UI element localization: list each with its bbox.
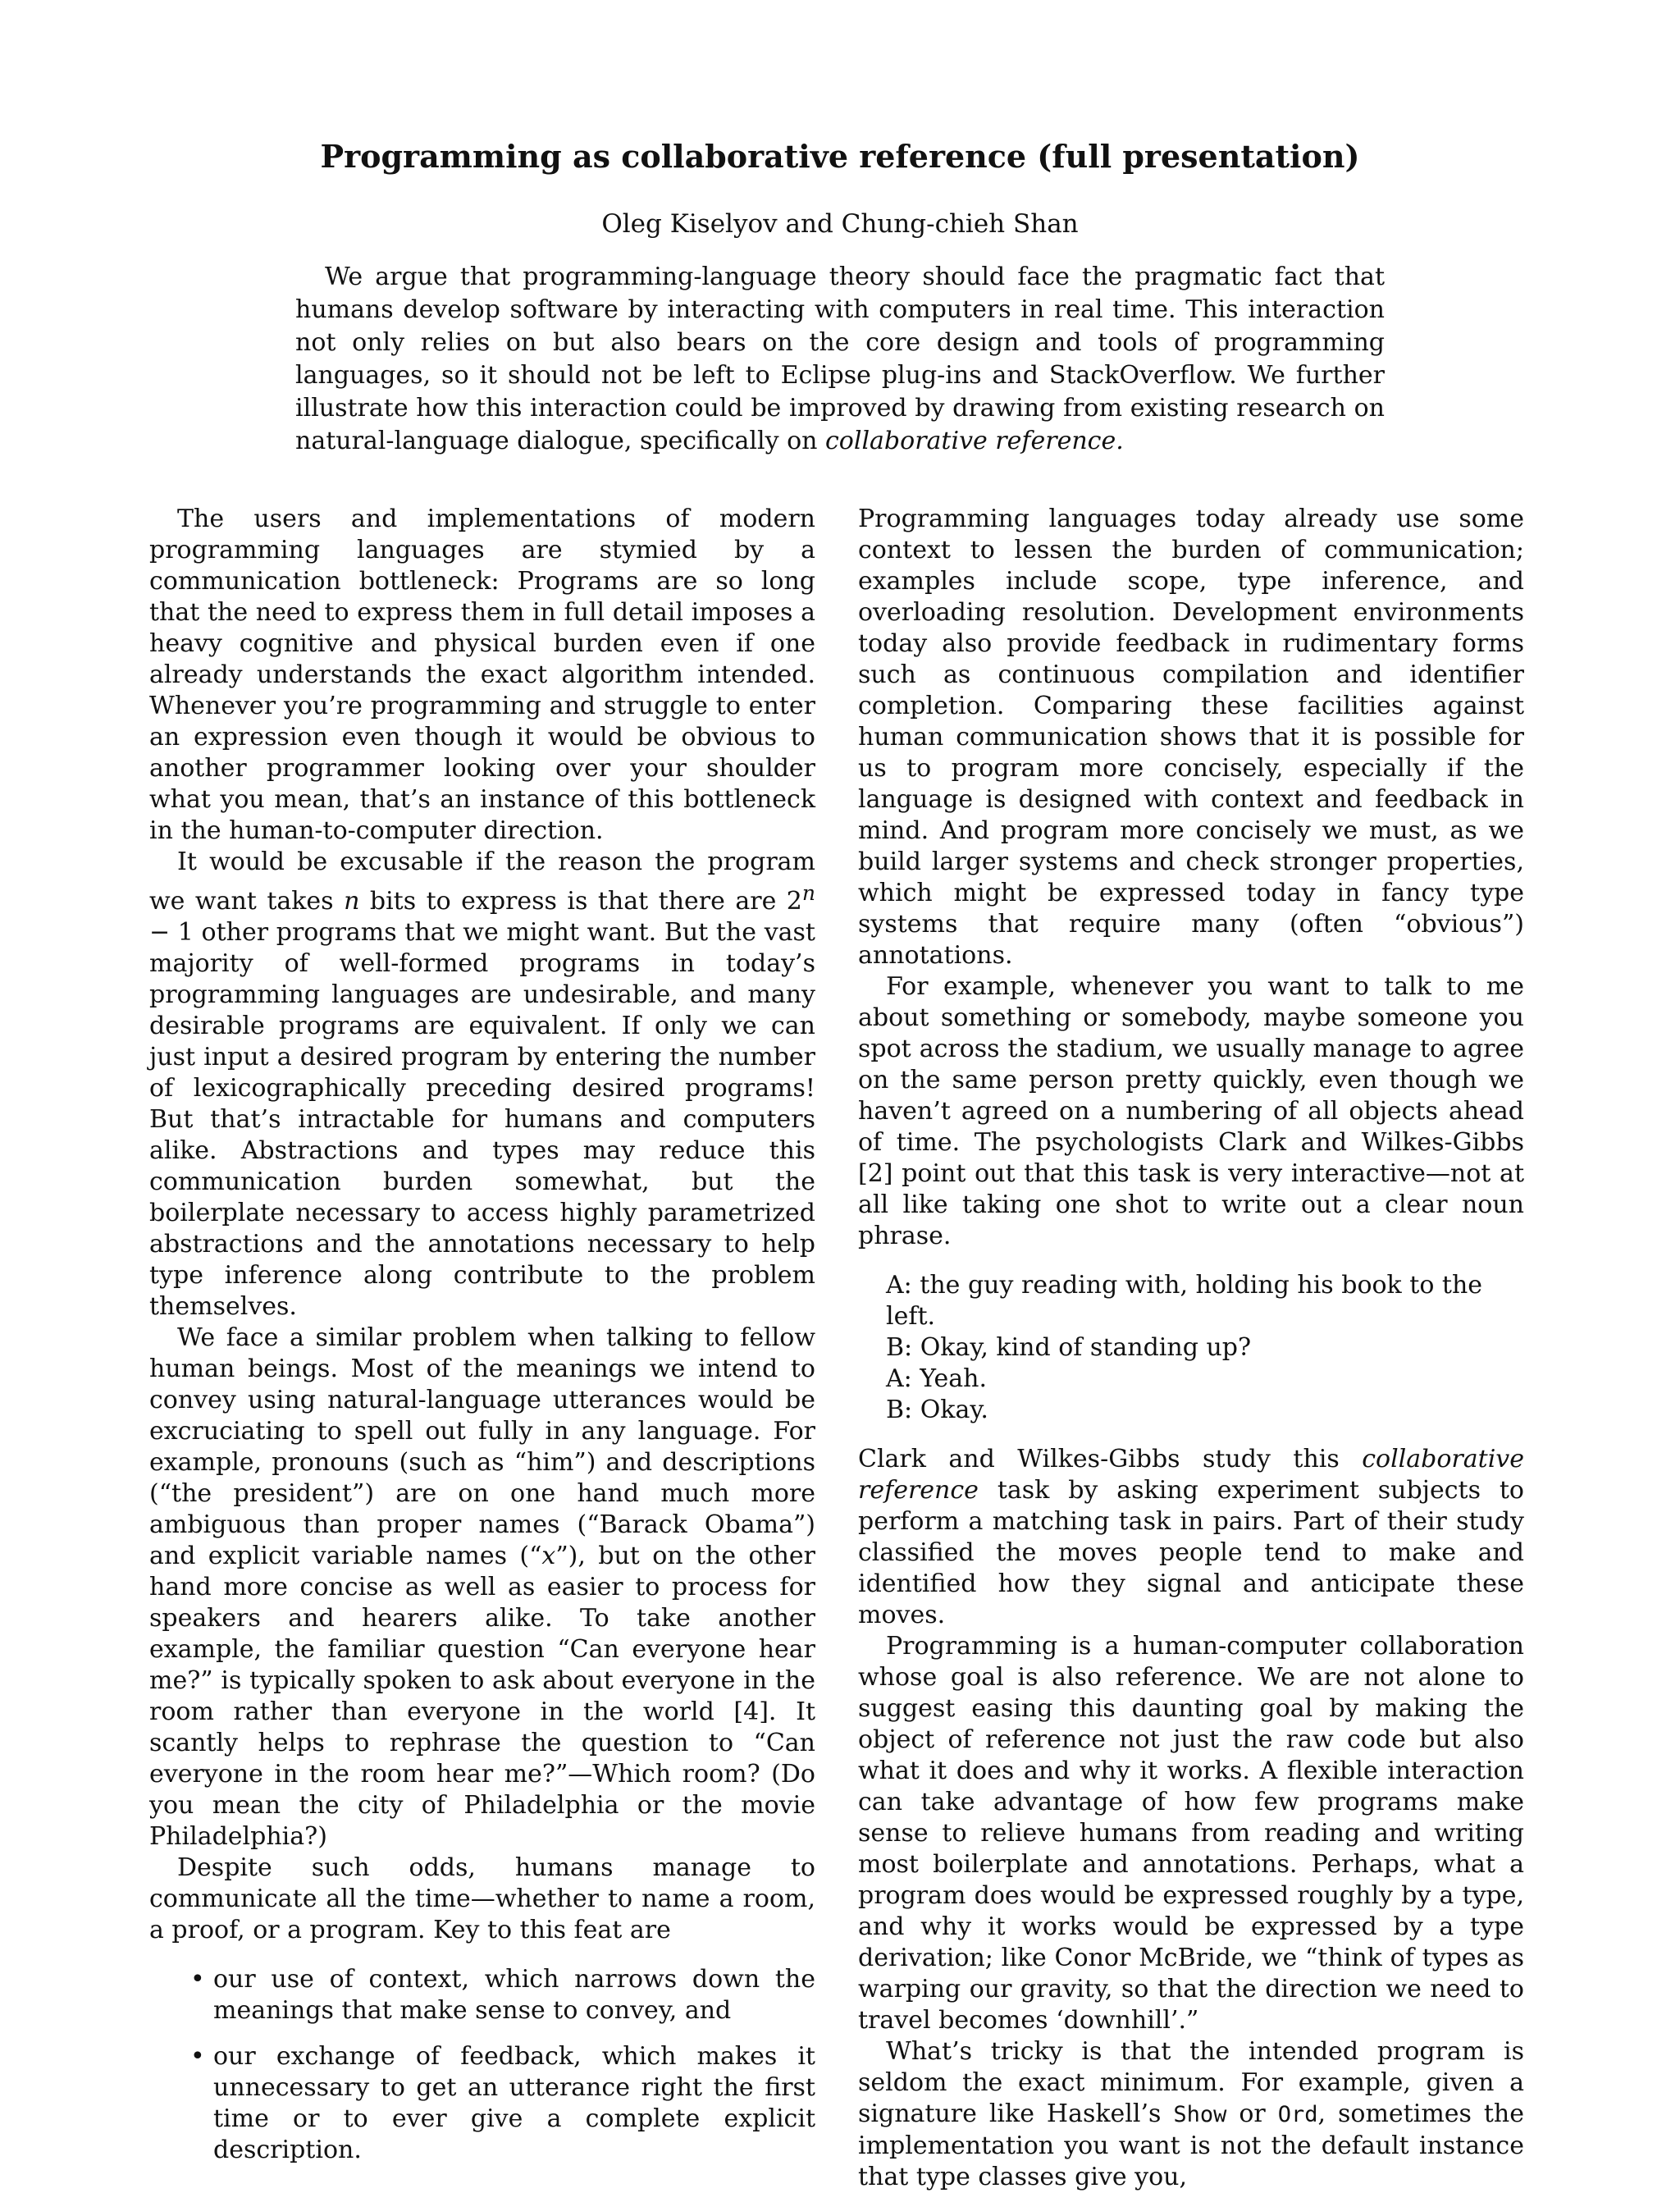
text-span: bits to express is that there are 2: [359, 887, 802, 916]
text-span: We face a similar problem when talking to fellow human beings. Most of the meanings we intend to convey using natural-language utterances would be excruciating to spell out fully in any language. For example, pronouns (such as “him”) and descriptions (“the president”) are on one hand much more ambiguous than proper names (“Barack Obama”) and explicit variable names (“: [149, 1323, 815, 1570]
text-span: It would be excusable if the reason the program we want takes: [149, 848, 815, 916]
paragraph: Programming languages today already use some context to lessen the burden of communication; examples include scope, type inference, and overloading resolution. Development environments today also provide feedback in rudimentary forms such as continuous compilation and identifier completion. Comparing these facilities against human communication shows that it is possible for us to program more concisely, especially if the language is designed with context and feedback in mind. And program more concisely we must, as we build larger systems and check stronger properties, which might be expressed today in fancy type systems that require many (often “obvious”) annotations.: [858, 505, 1524, 970]
dialogue-line: A: Yeah.: [886, 1364, 988, 1393]
math-var: n: [344, 887, 360, 916]
dialogue-example: [858, 1270, 1524, 1426]
paper-authors: Oleg Kiselyov and Chung-chieh Shan: [601, 209, 1079, 239]
right-column: [858, 504, 1524, 2193]
paragraph: For example, whenever you want to talk to me about something or somebody, maybe someone you spot across the stadium, we usually manage to agree on the same person pretty quickly, even though we haven’t agreed on a numbering of all objects ahead of time. The psychologists Clark and Wilkes-Gibbs [2] point out that this task is very interactive—not at all like taking one shot to write out a clear noun phrase.: [858, 972, 1524, 1250]
math-superscript: n: [801, 881, 815, 905]
paragraph: [149, 847, 815, 1323]
code-ord: Ord: [1277, 2102, 1318, 2127]
text-span: , sometimes the implementation you want is not the default instance that type classes give you,: [858, 2099, 1524, 2191]
abstract-emphasis: collaborative reference.: [824, 427, 1124, 455]
paragraph: [858, 1444, 1524, 1631]
text-span: − 1 other programs that we might want. But the vast majority of well-formed programs in today’s programming languages are undesirable, and many desirable programs are equivalent. If only we can just input a desired program by entering the number of lexicographically preceding desired programs! But that’s intractable for humans and computers alike. Abstractions and types may reduce this communication burden somewhat, but the boilerplate necessary to access highly parametrized abstractions and the annotations necessary to help type inference along contribute to the problem themselves.: [149, 918, 815, 1321]
paragraph: The users and implementations of modern programming languages are stymied by a communication bottleneck: Programs are so long that the need to express them in full detail imposes a heavy cognitive and physical burden even if one already understands the exact algorithm intended. Whenever you’re programming and struggle to enter an expression even though it would be obvious to another programmer looking over your shoulder what you mean, that’s an instance of this bottleneck in the human-to-computer direction.: [149, 505, 815, 845]
emphasis: collaborative reference: [858, 1445, 1524, 1505]
bullet-icon: •: [190, 1965, 205, 1994]
bullet-icon: •: [190, 2042, 205, 2071]
list-item: [149, 2041, 815, 2166]
list-item-text: our use of context, which narrows down the meanings that make sense to convey, and: [213, 1965, 815, 2025]
paragraph: Despite such odds, humans manage to communicate all the time—whether to name a room, a proof, or a program. Key to this feat are: [149, 1853, 815, 1944]
text-span: What’s tricky is that the intended program is seldom the exact minimum. For example, given a signature like Haskell’s: [858, 2037, 1524, 2128]
math-var: x: [541, 1542, 556, 1570]
text-span: task by asking experiment subjects to perform a matching task in pairs. Part of their study classified the moves people tend to make and identified how they signal and anticipate these moves.: [858, 1476, 1524, 1629]
code-show: Show: [1173, 2102, 1227, 2127]
list-item: [149, 1964, 815, 2026]
bullet-list: [149, 1964, 815, 2166]
paragraph: [858, 2036, 1524, 2193]
dialogue-line: B: Okay.: [886, 1396, 988, 1424]
list-item-text: our exchange of feedback, which makes it unnecessary to get an utterance right the first time or to ever give a complete explicit description.: [213, 2042, 815, 2164]
left-column: [149, 504, 815, 2181]
abstract: [295, 261, 1385, 458]
dialogue-line: A: the guy reading with, holding his book to the left.: [886, 1271, 1483, 1331]
abstract-text: We argue that programming-language theory should face the pragmatic fact that humans develop software by interacting with computers in real time. This interaction not only relies on but also bears on the core design and tools of programming languages, so it should not be left to Eclipse plug-ins and StackOverflow. We further illustrate how this interaction could be improved by drawing from existing research on natural-language dialogue, specifically on: [295, 263, 1385, 455]
text-span: Clark and Wilkes-Gibbs study this: [858, 1445, 1363, 1473]
paragraph: [149, 1323, 815, 1853]
paper-title: Programming as collaborative reference (full presentation): [320, 138, 1360, 175]
dialogue-line: B: Okay, kind of standing up?: [886, 1333, 1252, 1362]
text-span: ”), but on the other hand more concise as well as easier to process for speakers and hearers alike. To take another example, the familiar question “Can everyone hear me?” is typically spoken to ask about everyone in the room rather than everyone in the world [4]. It scantly helps to rephrase the question to “Can everyone in the room hear me?”—Which room? (Do you mean the city of Philadelphia or the movie Philadelphia?): [149, 1542, 815, 1851]
paragraph: Programming is a human-computer collaboration whose goal is also reference. We are not alone to suggest easing this daunting goal by making the object of reference not just the raw code but also what it does and why it works. A flexible interaction can take advantage of how few programs make sense to relieve humans from reading and writing most boilerplate and annotations. Perhaps, what a program does would be expressed roughly by a type, and why it works would be expressed by a type derivation; like Conor McBride, we “think of types as warping our gravity, so that the direction we need to travel becomes ‘downhill’.”: [858, 1632, 1524, 2035]
text-span: or: [1226, 2099, 1278, 2128]
